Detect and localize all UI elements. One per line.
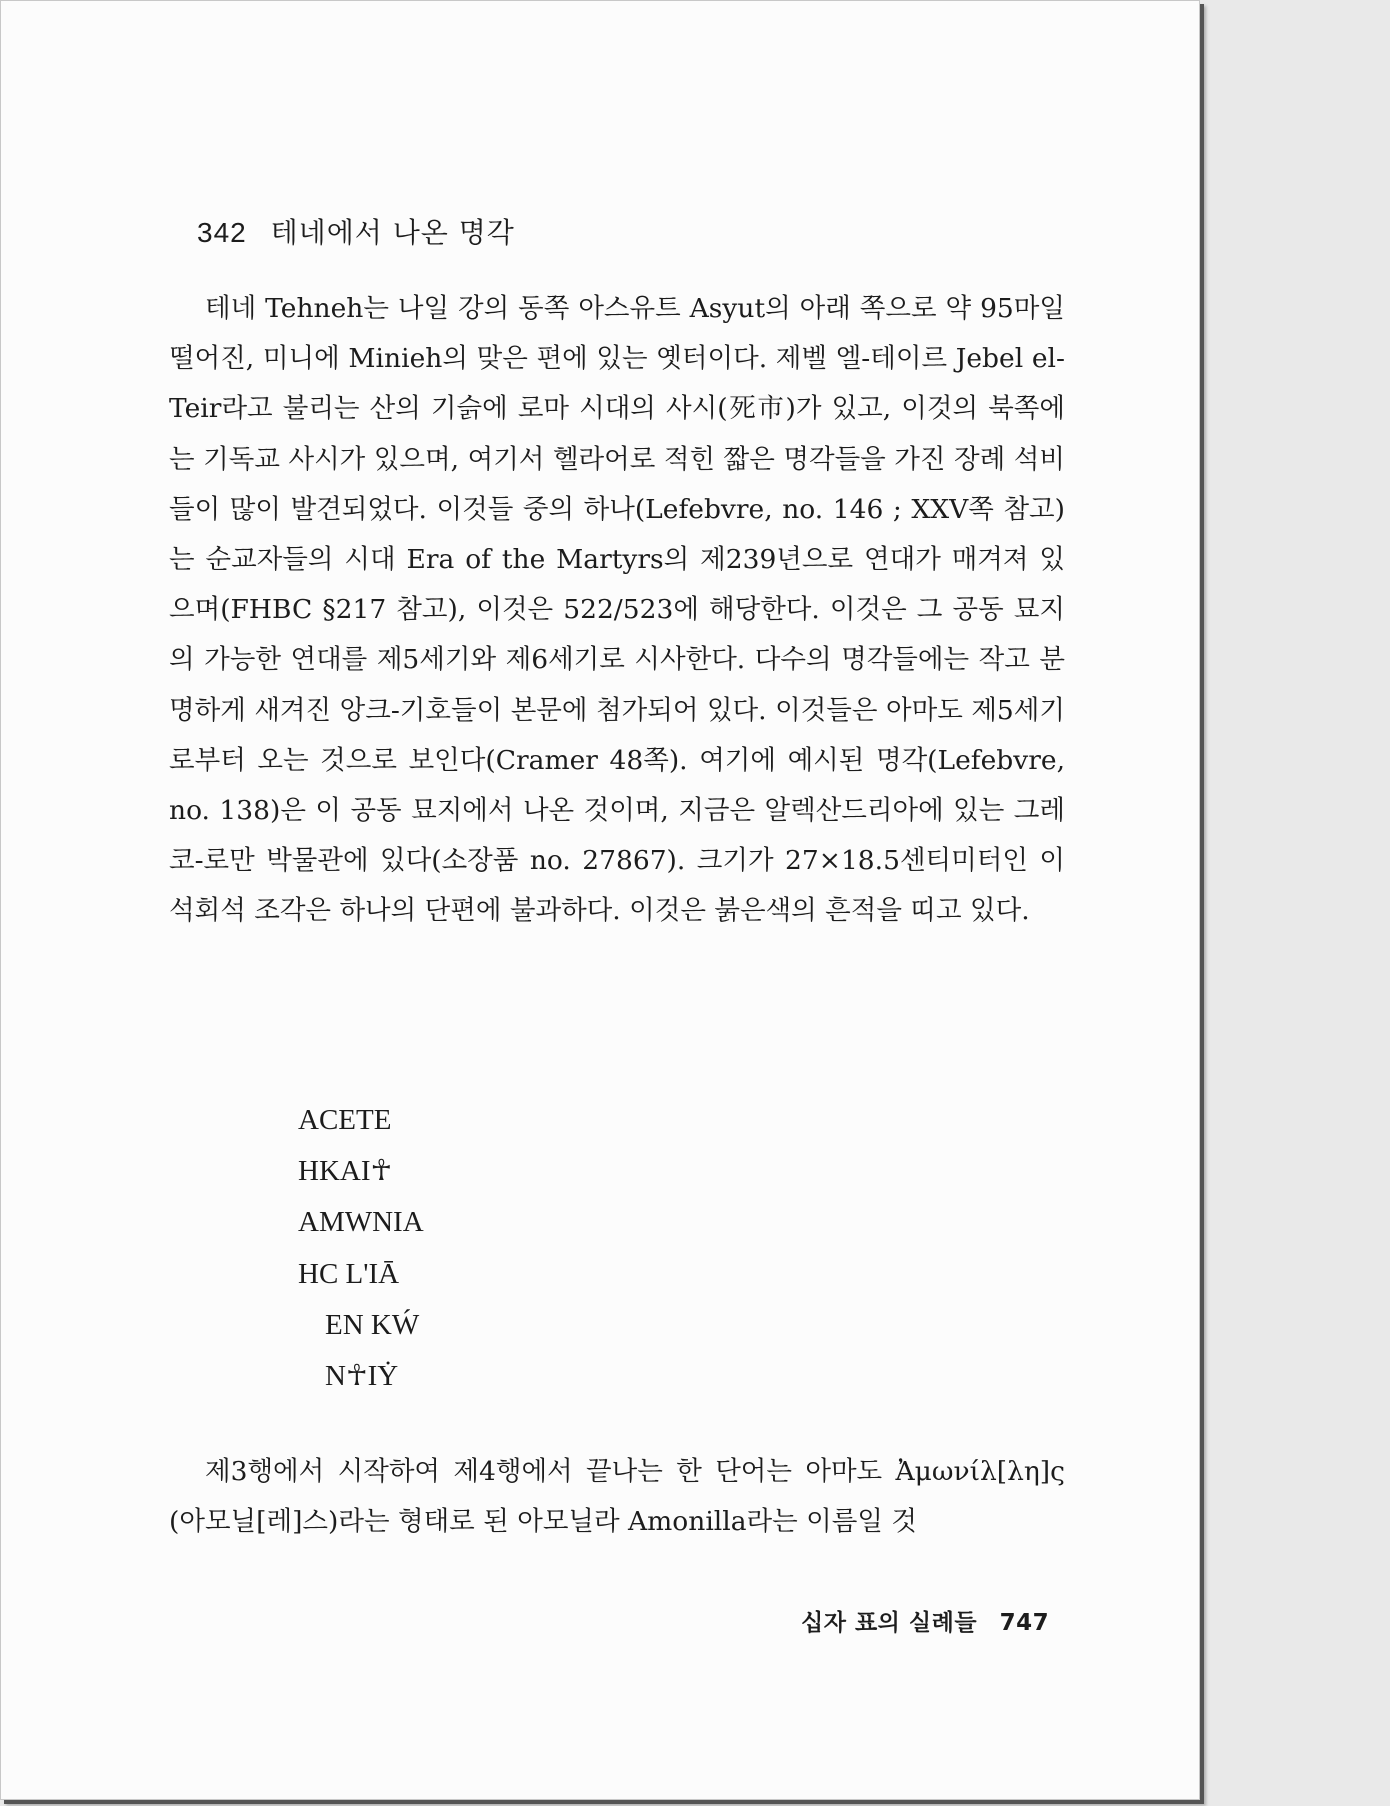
footer-section-title: 십자 표의 실례들 (801, 1610, 978, 1636)
inscription-line: ACETE (298, 1104, 392, 1136)
running-header (197, 211, 515, 251)
header-page-number: 342 (197, 217, 247, 248)
header-title: 테네에서 나온 명각 (270, 216, 515, 249)
inscription-line: AMWNIA (298, 1206, 424, 1239)
inscription-line: N☥IẎ (325, 1360, 399, 1393)
body-paragraph-1: 테네 Tehneh는 나일 강의 동쪽 아스유트 Asyut의 아래 쪽으로 약 95마일 떨어진, 미니에 Minieh의 맞은 편에 있는 옛터이다. 제벨 엘-테이르 Jebel el-Teir라고 불리는 산의 기슭에 로마 시대의 사시(死市)가 있고, 이것의 북쪽에는 기독교 사시가 있으며, 여기서 헬라어로 적힌 짧은 명각들을 가진 장례 석비들이 많이 발견되었다. 이것들 중의 하나(Lefebvre, no. 146 ; XXV쪽 참고)는 순교자들의 시대 Era of the Martyrs의 제239년으로 연대가 매겨져 있으며(FHBC §217 참고), 이것은 522/523에 해당한다. 이것은 그 공동 묘지의 가능한 연대를 제5세기와 제6세기로 시사한다. 다수의 명각들에는 작고 분명하게 새겨진 앙크-기호들이 본문에 첨가되어 있다. 이것들은 아마도 제5세기로부터 오는 것으로 보인다(Cramer 48쪽). 여기에 예시된 명각(Lefebvre, no. 138)은 이 공동 묘지에서 나온 것이며, 지금은 알렉산드리아에 있는 그레코-로만 박물관에 있다(소장품 no. 27867). 크기가 27×18.5센티미터인 이 석회석 조각은 하나의 단편에 불과하다. 이것은 붉은색의 흔적을 띠고 있다. (169, 293, 1065, 927)
inscription-transcription (298, 1095, 424, 1402)
footer-page-number: 747 (999, 1610, 1050, 1636)
inscription-line: EN KẂ (325, 1308, 420, 1341)
running-footer (801, 1604, 1049, 1637)
inscription-line: HKAI☥ (298, 1155, 393, 1188)
inscription-line: HC L'IĀ (298, 1257, 400, 1290)
body-paragraph-2: 제3행에서 시작하여 제4행에서 끝나는 한 단어는 아마도 Ἀμωνίλ[λη]ς (아모닐[레]스)라는 형태로 된 아모닐라 Amonilla라는 이름일 것 (169, 1456, 1065, 1538)
